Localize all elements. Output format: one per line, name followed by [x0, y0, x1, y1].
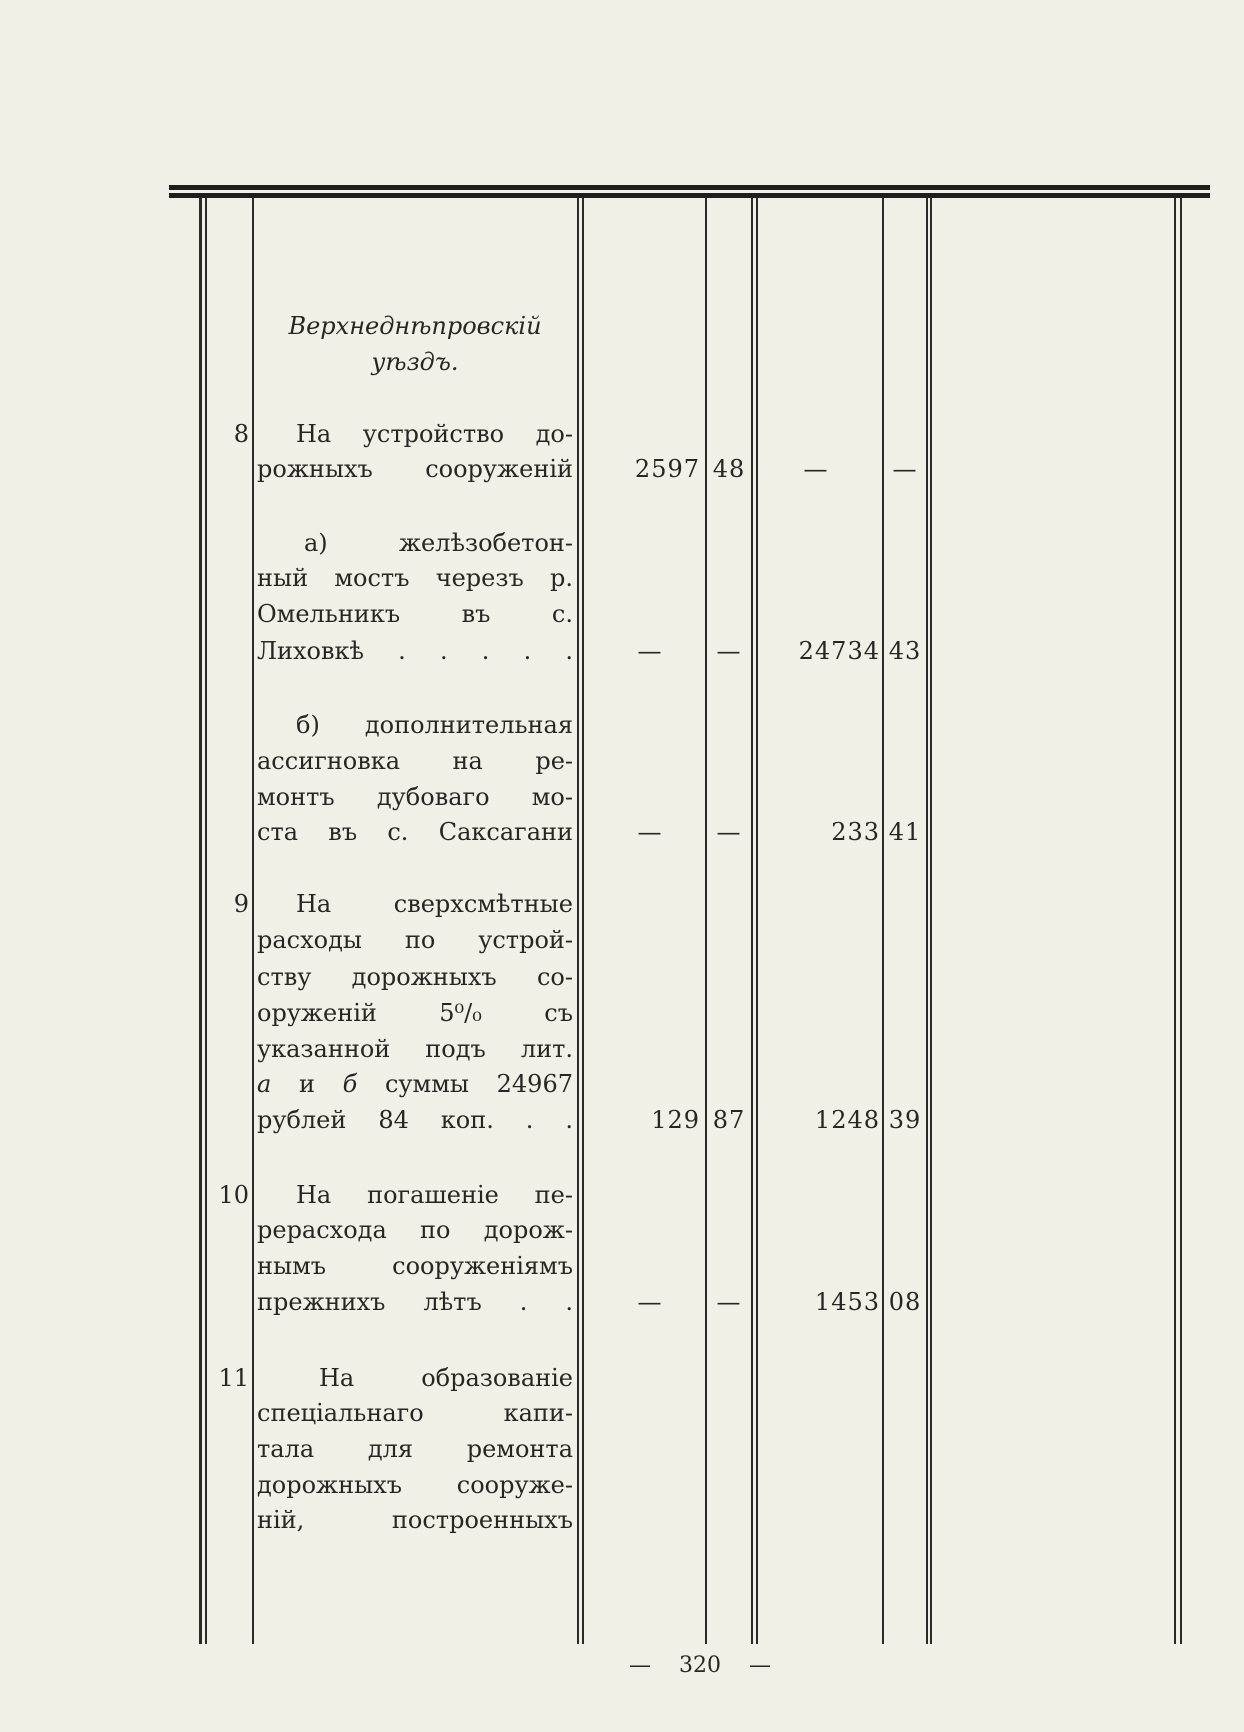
- subentry-text-line: б) дополнительная: [296, 711, 573, 739]
- conjunction: и: [298, 1070, 315, 1098]
- subentry-text-line: Омельникъ въ с.: [257, 600, 573, 628]
- right-border-rule-outer: [1180, 197, 1182, 1644]
- subentry-text-line: монтъ дубоваго мо-: [257, 783, 573, 811]
- amount-rubles-cell: 1248: [814, 1106, 880, 1134]
- footer-dash-left: —: [629, 1653, 651, 1678]
- right-border-rule: [1174, 197, 1176, 1644]
- entry-text-line: расходы по устрой-: [257, 926, 573, 954]
- entry-text-line: ній, построенныхъ: [257, 1506, 573, 1534]
- amount-rubles-cell: 2597: [634, 455, 700, 483]
- subentry-text-line: ассигновка на ре-: [257, 747, 573, 775]
- amount-kopecks-cell: 41: [888, 818, 922, 846]
- italic-letter-b: б: [342, 1070, 358, 1098]
- entry-number: 8: [233, 420, 249, 448]
- entry-number: 10: [218, 1181, 249, 1209]
- italic-letter-a: а: [257, 1070, 272, 1098]
- top-rule: [169, 185, 1210, 190]
- district-heading-suffix: уѣздъ.: [371, 348, 459, 376]
- amount-kopecks-cell: —: [892, 455, 918, 483]
- entry-text-line: тала для ремонта: [257, 1435, 573, 1463]
- amount-kopecks-cell: —: [716, 818, 742, 846]
- text-column-rule: [577, 197, 579, 1644]
- subentry-text-line: ный мостъ черезъ р.: [257, 564, 573, 592]
- amount-rubles-cell: 233: [831, 818, 880, 846]
- page-number: 320: [679, 1653, 721, 1678]
- amount-a-rule: [751, 197, 753, 1644]
- entry-text-line: На устройство до-: [296, 420, 573, 448]
- amount-kopecks-cell: 08: [888, 1288, 922, 1316]
- subentry-text-line: а) желѣзобетон-: [304, 529, 573, 557]
- amount-b-rule: [926, 197, 928, 1644]
- amount-a-rule-inner: [756, 197, 758, 1644]
- entry-text-line: дорожныхъ сооруже-: [257, 1471, 573, 1499]
- entry-text-line: прежнихъ лѣтъ . .: [257, 1288, 573, 1316]
- entry-number: 11: [218, 1364, 249, 1392]
- text-column-rule-inner: [582, 197, 584, 1644]
- subentry-text-line: Лиховкѣ . . . . .: [257, 637, 573, 665]
- entry-text-line: На погашеніе пе-: [296, 1181, 573, 1209]
- amount-rubles-cell: —: [637, 1288, 663, 1316]
- amount-rubles-cell: —: [637, 637, 663, 665]
- amount-b-rule-inner: [930, 197, 932, 1644]
- amount-kopecks-cell: —: [716, 1288, 742, 1316]
- entry-text-line: указанной подъ лит.: [257, 1035, 573, 1063]
- entry-text-line: рожныхъ сооруженій: [257, 455, 573, 483]
- amount-rubles-cell: 24734: [798, 637, 880, 665]
- amount-kopecks-cell: 48: [712, 455, 746, 483]
- kopecks-rule-b: [882, 197, 884, 1644]
- entry-text-line: спеціальнаго капи-: [257, 1399, 573, 1427]
- entry-text-line-mixed: [257, 1066, 573, 1102]
- entry-text-line: На образованіе: [319, 1364, 573, 1392]
- kopecks-rule-a: [705, 197, 707, 1644]
- entry-text-line: ству дорожныхъ со-: [257, 963, 573, 991]
- amount-rubles-cell: 1453: [814, 1288, 880, 1316]
- amount-kopecks-cell: 39: [888, 1106, 922, 1134]
- page-footer: [560, 1648, 840, 1684]
- amount-rubles-cell: —: [637, 818, 663, 846]
- entry-text-line: На сверхсмѣтные: [296, 890, 573, 918]
- amount-kopecks-cell: 43: [888, 637, 922, 665]
- amount-kopecks-cell: —: [716, 637, 742, 665]
- amount-kopecks-cell: 87: [712, 1106, 746, 1134]
- amount-rubles-cell: 129: [651, 1106, 700, 1134]
- sum-text: суммы 24967: [384, 1070, 573, 1098]
- entry-text-line: рублей 84 коп. . .: [257, 1106, 573, 1134]
- amount-rubles-cell: —: [803, 455, 829, 483]
- entry-number: 9: [233, 890, 249, 918]
- left-border-rule: [199, 197, 202, 1644]
- footer-dash-right: —: [749, 1653, 771, 1678]
- subentry-text-line: ста въ с. Саксагани: [257, 818, 573, 846]
- top-rule-second: [169, 193, 1210, 198]
- entry-text-line: оруженій 5⁰/₀ съ: [257, 999, 573, 1027]
- number-column-rule: [252, 197, 254, 1644]
- entry-text-line: нымъ сооруженіямъ: [257, 1252, 573, 1280]
- district-heading: Верхнеднѣпровскій: [288, 312, 542, 340]
- entry-text-line: рерасхода по дорож-: [257, 1216, 573, 1244]
